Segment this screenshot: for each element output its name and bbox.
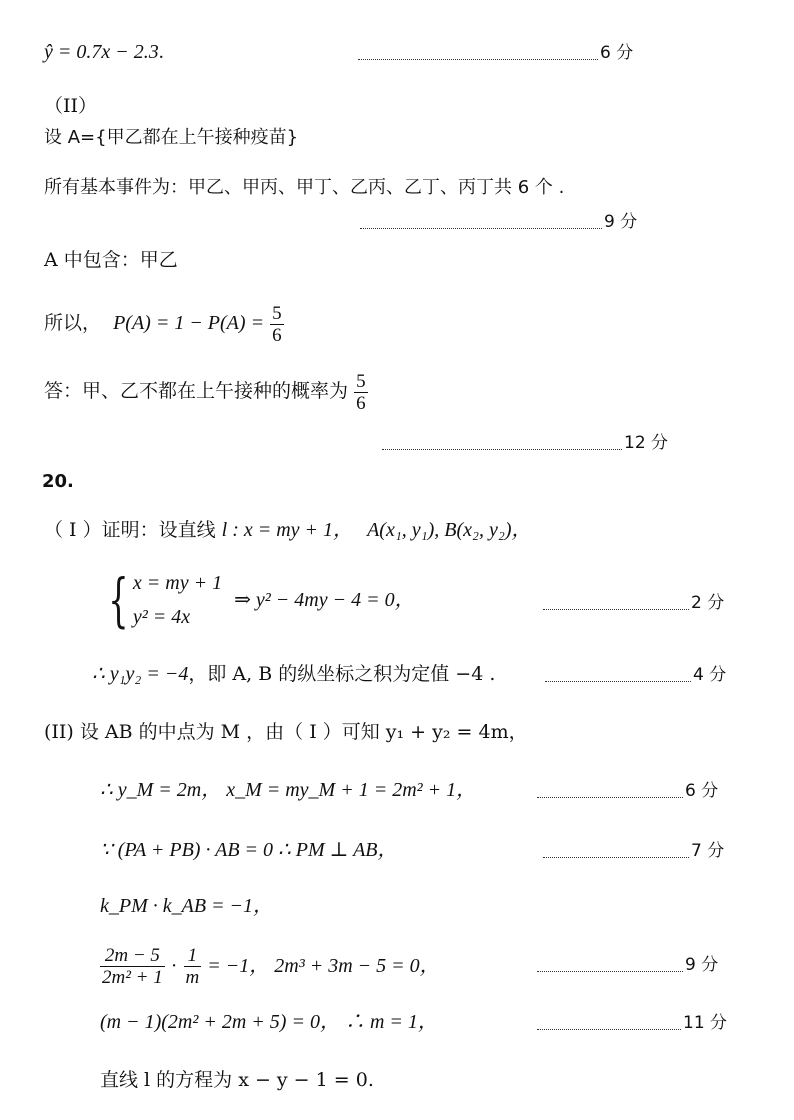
score-label: 12 分	[624, 433, 669, 453]
prob-fraction	[270, 303, 284, 346]
score-mark-4	[545, 664, 726, 686]
dot-leader	[545, 669, 691, 682]
dot-leader	[543, 845, 689, 858]
score-label: 6 分	[600, 43, 634, 63]
score-mark-2	[543, 592, 724, 614]
fraction-b-numerator: 1	[184, 945, 202, 967]
period: .	[158, 41, 164, 63]
left-brace: {	[108, 566, 129, 634]
regression-equation	[44, 40, 164, 64]
points-definition: A(x₁, y₁), B(x₂, y₂)，	[367, 519, 532, 541]
prob-denominator: 6	[272, 324, 282, 346]
fraction-a-denominator: 2m² + 1	[102, 966, 163, 988]
final-line-equation: 直线 l 的方程为 x − y − 1 = 0.	[100, 1069, 374, 1091]
score-mark-9a	[360, 211, 637, 233]
midpoint-equation: ∴ y_M = 2m， x_M = my_M + 1 = 2m² + 1，	[100, 779, 477, 801]
cubic-equation: = −1， 2m³ + 3m − 5 = 0，	[207, 955, 440, 977]
score-mark-12	[382, 432, 668, 454]
probability-equation	[44, 298, 284, 348]
event-a-contents: A 中包含：甲乙	[44, 249, 178, 271]
answer-fraction	[354, 371, 368, 414]
part-i-label: （ I ）证明：设直线	[44, 519, 216, 541]
part-ii-label: （II）	[44, 95, 98, 117]
system-eq1: x = my + 1	[132, 572, 223, 594]
vector-equation: ∵ (PA + PB) · AB = 0 ∴ PM ⊥ AB，	[100, 839, 398, 861]
product-line	[92, 662, 495, 686]
dot-leader	[537, 785, 683, 798]
dot-leader	[537, 959, 683, 972]
score-label: 9 分	[685, 955, 719, 975]
score-label: 4 分	[693, 665, 727, 685]
fraction-b	[184, 945, 202, 988]
dot-leader	[537, 1017, 681, 1030]
score-label: 6 分	[685, 781, 719, 801]
score-mark-7	[543, 840, 724, 862]
line-equation: l : x = my + 1，	[221, 519, 354, 541]
dot-leader	[360, 216, 602, 229]
fraction-a-numerator: 2m − 5	[100, 945, 165, 967]
part-i-setup	[44, 518, 532, 542]
dot-leader	[382, 437, 622, 450]
prob-lhs: P(A) = 1 − P(A) =	[113, 312, 265, 334]
slope-product: k_PM · k_AB = −1，	[100, 895, 274, 917]
score-label: 9 分	[604, 212, 638, 232]
system-equations	[133, 566, 222, 634]
score-mark-11	[537, 1012, 727, 1034]
answer-text: 答：甲、乙不都在上午接种的概率为	[44, 380, 349, 402]
product-text: ，即 A, B 的纵坐标之积为定值 −4 .	[188, 663, 496, 685]
dot-operator: ·	[170, 955, 178, 977]
therefore-label: 所以，	[44, 312, 102, 334]
regression-math: ŷ = 0.7x − 2.3	[44, 41, 159, 63]
score-mark-9b	[537, 954, 718, 976]
fraction-b-denominator: m	[185, 966, 200, 988]
fraction-a	[100, 945, 165, 988]
system-result: ⇒ y² − 4my − 4 = 0，	[234, 589, 415, 611]
score-label: 11 分	[683, 1013, 728, 1033]
dot-leader	[358, 47, 598, 60]
question-number: 20.	[42, 471, 74, 492]
answer-numerator: 5	[356, 370, 366, 392]
system-eq2: y² = 4x	[132, 606, 191, 628]
score-mark-6b	[537, 780, 718, 802]
score-label: 7 分	[691, 841, 725, 861]
score-label: 2 分	[691, 593, 725, 613]
factor-equation: (m − 1)(2m² + 2m + 5) = 0， ∴ m = 1，	[100, 1011, 438, 1033]
answer-line	[44, 366, 368, 416]
product-math: ∴ y₁y₂ = −4	[92, 663, 189, 685]
score-mark-6a	[358, 42, 633, 64]
fraction-equation	[100, 938, 440, 993]
dot-leader	[543, 597, 689, 610]
part-ii-setup: (II) 设 AB 的中点为 M ，由（ I ）可知 y₁ + y₂ = 4m，	[44, 721, 528, 743]
basic-events-line: 所有基本事件为：甲乙、甲丙、甲丁、乙丙、乙丁、丙丁共 6 个 .	[44, 177, 565, 198]
answer-denominator: 6	[356, 392, 366, 414]
prob-numerator: 5	[272, 302, 282, 324]
equation-system	[100, 566, 415, 634]
event-definition: 设 A={甲乙都在上午接种疫苗}	[44, 127, 299, 148]
